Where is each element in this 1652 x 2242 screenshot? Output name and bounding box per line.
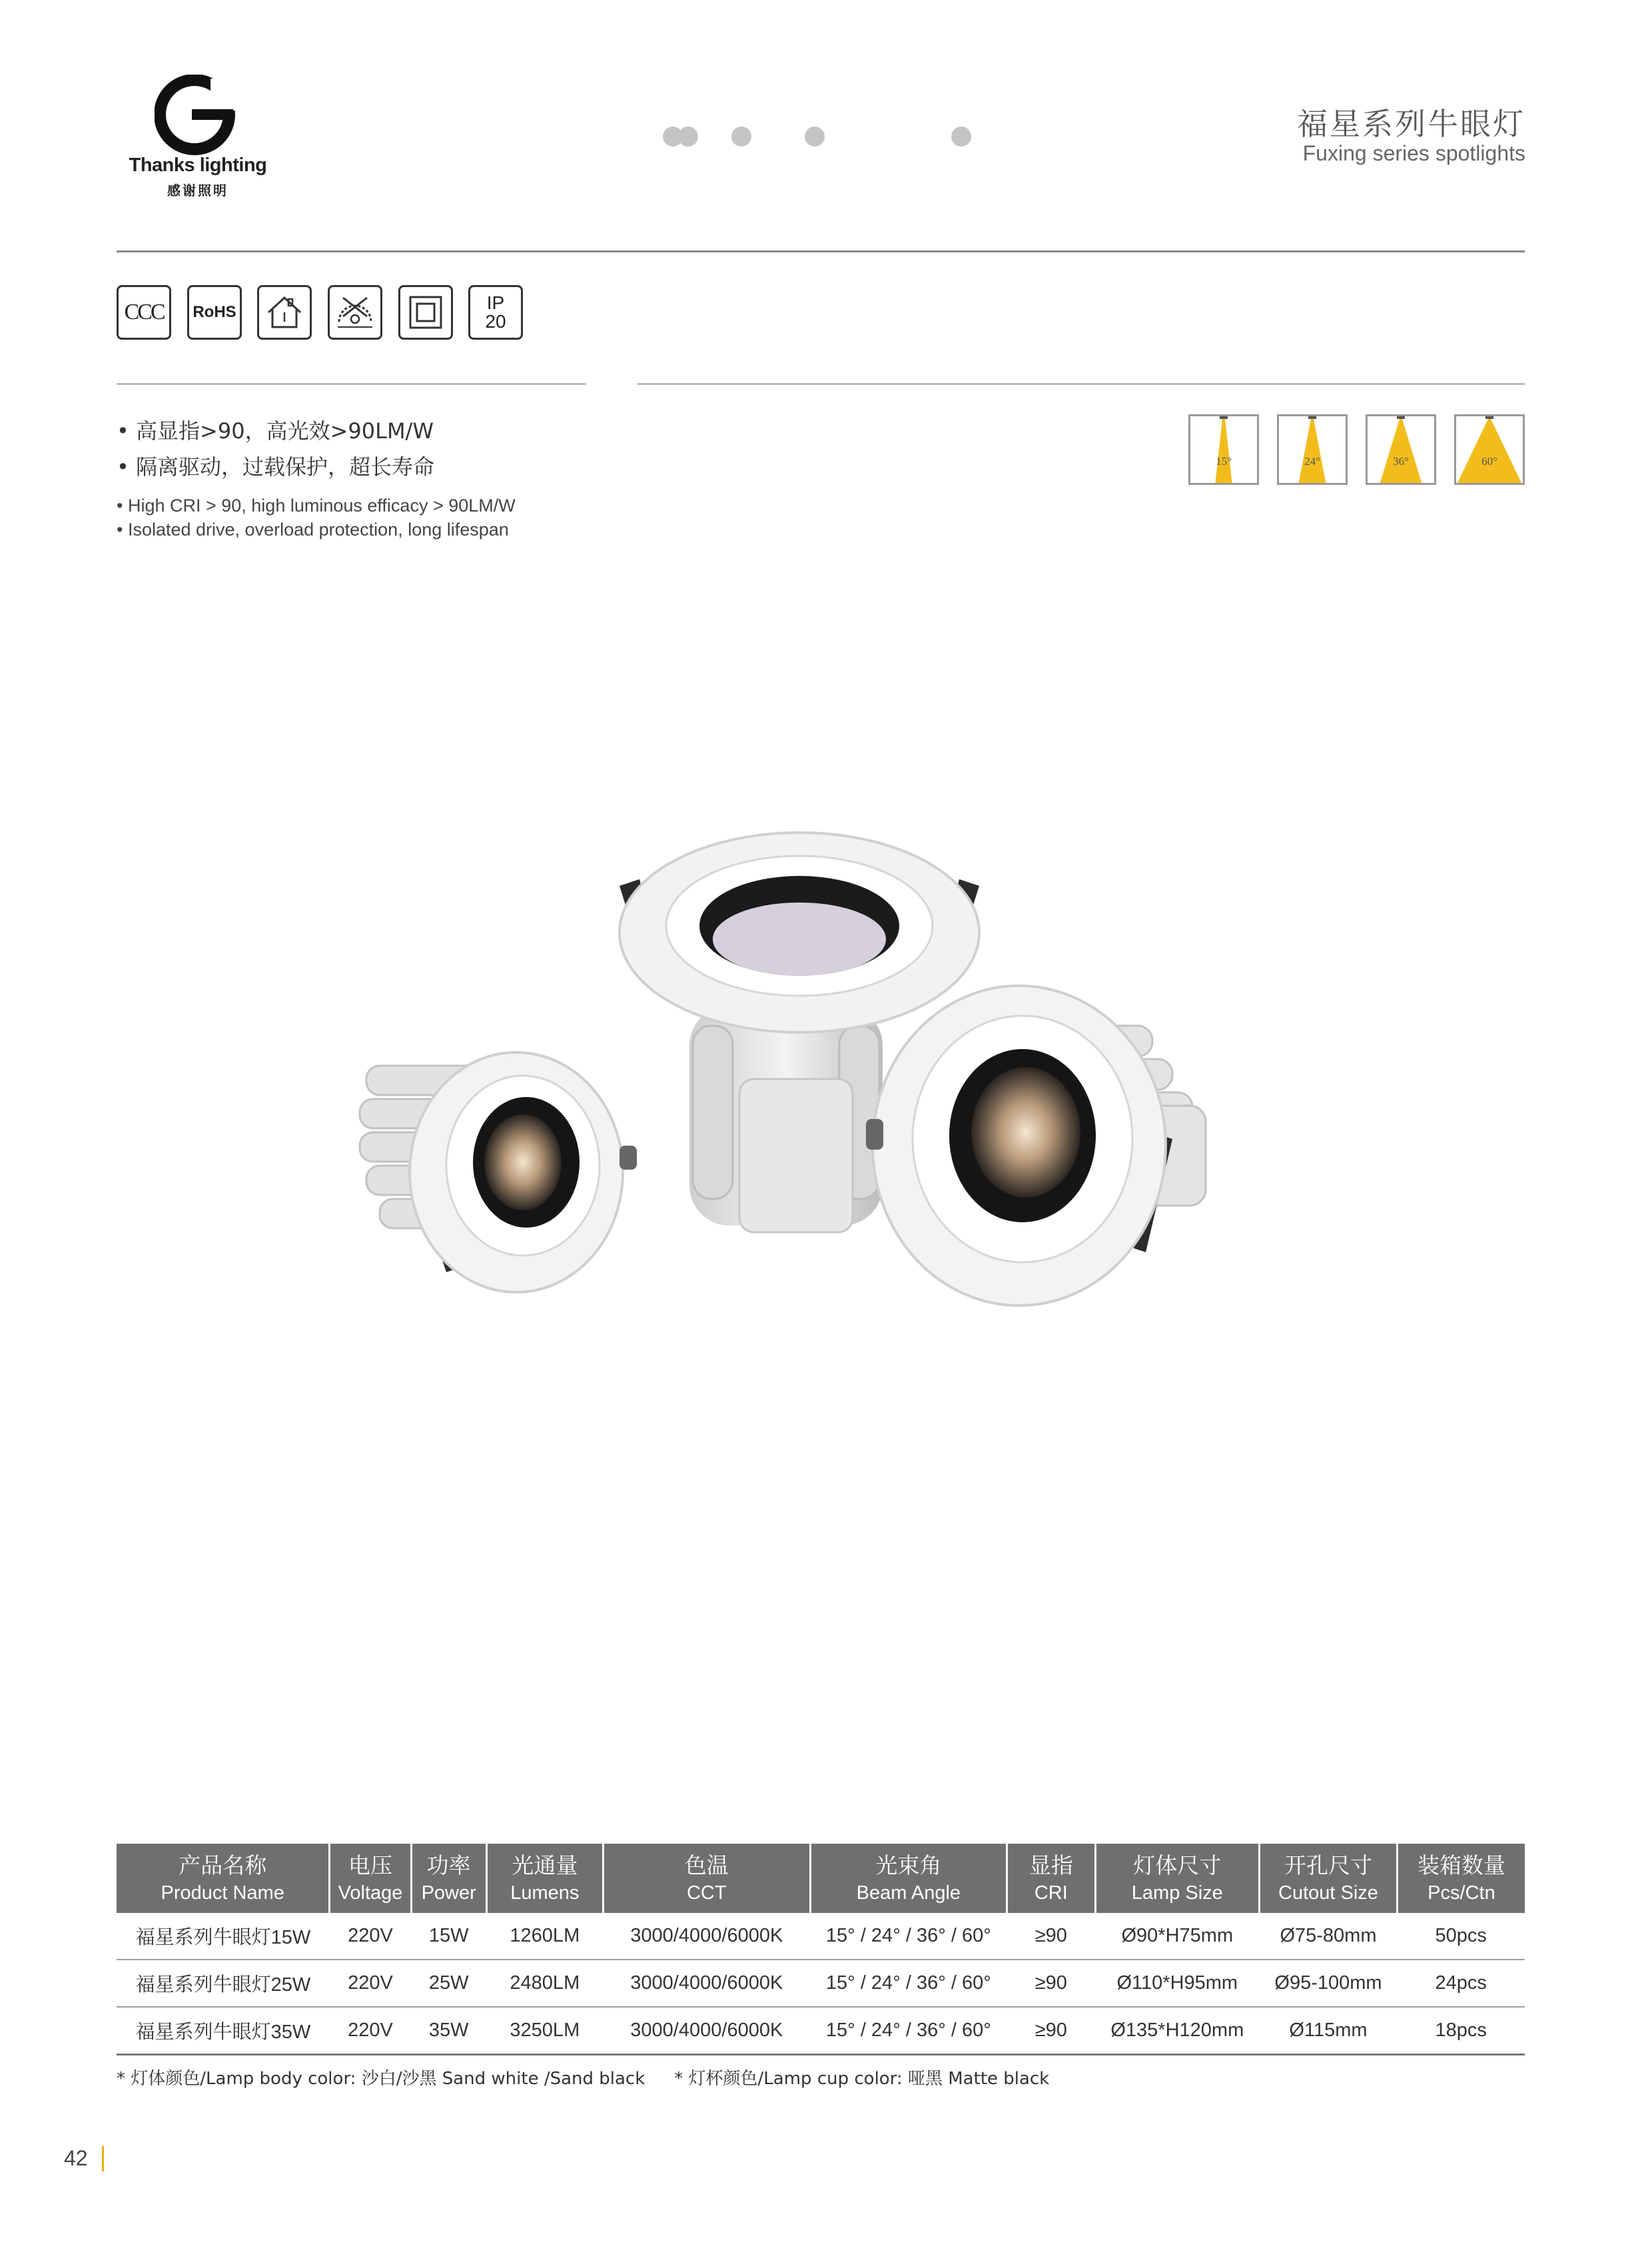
page-number: 42 [64,2146,88,2170]
section-divider-right [637,383,1525,385]
table-cell: 3000/4000/6000K [603,1913,810,1960]
brand-logo [115,75,288,201]
beam-angle-label: 60° [1481,455,1497,468]
table-cell: 15W [411,1913,486,1960]
header-cutout-size: 开孔尺寸 Cutout Size [1260,1844,1398,1913]
beam-angle-15-icon [1188,414,1259,485]
table-cell: Ø90*H75mm [1095,1913,1260,1960]
ccc-cert-icon: CCC [117,285,171,340]
class-ii-icon [398,285,453,340]
indoor-use-icon [257,285,312,340]
cup-color-note: * 灯杯颜色/Lamp cup color: 哑黑 Matte black [674,2069,1050,2089]
table-cell: 福星系列牛眼灯15W [117,1913,330,1960]
beam-angle-36-icon [1366,414,1436,485]
page-title-cn: 福星系列牛眼灯 [1297,106,1525,142]
decor-dot [678,127,698,147]
header-product-name: 产品名称 Product Name [117,1844,330,1913]
table-cell: 3000/4000/6000K [603,2007,810,2055]
header-beam-angle: 光束角 Beam Angle [810,1844,1007,1913]
header-voltage: 电压 Voltage [330,1844,411,1913]
header-lumens: 光通量 Lumens [486,1844,603,1913]
beam-angle-label: 24° [1304,455,1320,468]
table-cell: 福星系列牛眼灯25W [117,1960,330,2007]
table-cell: 24pcs [1397,1960,1525,2007]
table-cell: ≥90 [1007,1960,1095,2007]
body-color-note: * 灯体颜色/Lamp body color: 沙白/沙黑 Sand white /Sand black [117,2069,645,2089]
table-cell: 220V [330,1960,411,2007]
table-cell: Ø95-100mm [1260,1960,1398,2007]
table-cell: Ø110*H95mm [1095,1960,1260,2007]
header-cct: 色温 CCT [603,1844,810,1913]
beam-angle-label: 36° [1393,455,1409,468]
rohs-cert-icon: RoHS [187,285,242,340]
table-row [117,2007,1525,2055]
product-photo [353,826,1312,1425]
table-cell: ≥90 [1007,2007,1095,2055]
beam-angle-24-icon [1277,414,1348,485]
header-cri: 显指 CRI [1007,1844,1095,1913]
table-header-row [117,1844,1525,1913]
table-cell: 2480LM [486,1960,603,2007]
table-cell: 3000/4000/6000K [603,1960,810,2007]
header-divider [117,250,1525,252]
header-pcs-ctn: 装箱数量 Pcs/Ctn [1397,1844,1525,1913]
decor-dot [805,127,825,147]
ip20-cert-icon: IP 20 [468,285,523,340]
table-row [117,1960,1525,2007]
table-cell: 3250LM [486,2007,603,2055]
spotlight-left [360,1052,637,1292]
table-cell: 220V [330,1913,411,1960]
color-note [117,2065,1049,2089]
feature-cn-1: • 高显指>90，高光效>90LM/W [117,418,434,444]
feature-en-1: • High CRI > 90, high luminous efficacy > 90LM/W [117,496,516,516]
no-insulation-cover-icon [328,285,382,340]
table-cell: Ø135*H120mm [1095,2007,1260,2055]
header-power: 功率 Power [411,1844,486,1913]
spec-table [117,1844,1525,2055]
page-marker [102,2146,104,2171]
table-cell: 18pcs [1397,2007,1525,2055]
logo-mark-icon [155,75,241,156]
brand-name-cn: 感谢照明 [167,183,228,198]
decor-dot [951,127,971,147]
table-cell: Ø75-80mm [1260,1913,1398,1960]
table-cell: ≥90 [1007,1913,1095,1960]
table-cell: 1260LM [486,1913,603,1960]
spotlight-right [866,986,1206,1306]
table-row [117,1913,1525,1960]
table-cell: 15° / 24° / 36° / 60° [810,1960,1007,2007]
brand-name-en: Thanks lighting [129,155,267,176]
page-title-en: Fuxing series spotlights [1302,141,1525,165]
feature-cn-2: • 隔离驱动，过载保护，超长寿命 [117,454,435,480]
beam-angle-60-icon [1454,414,1525,485]
table-cell: 福星系列牛眼灯35W [117,2007,330,2055]
beam-angle-label: 15° [1216,455,1232,468]
section-divider-left [117,383,586,385]
feature-en-2: • Isolated drive, overload protection, long lifespan [117,520,509,540]
table-cell: 15° / 24° / 36° / 60° [810,1913,1007,1960]
table-cell: 35W [411,2007,486,2055]
decor-dot [731,127,751,147]
header-lamp-size: 灯体尺寸 Lamp Size [1095,1844,1260,1913]
table-cell: Ø115mm [1260,2007,1398,2055]
table-cell: 15° / 24° / 36° / 60° [810,2007,1007,2055]
table-cell: 25W [411,1960,486,2007]
table-cell: 50pcs [1397,1913,1525,1960]
table-cell: 220V [330,2007,411,2055]
